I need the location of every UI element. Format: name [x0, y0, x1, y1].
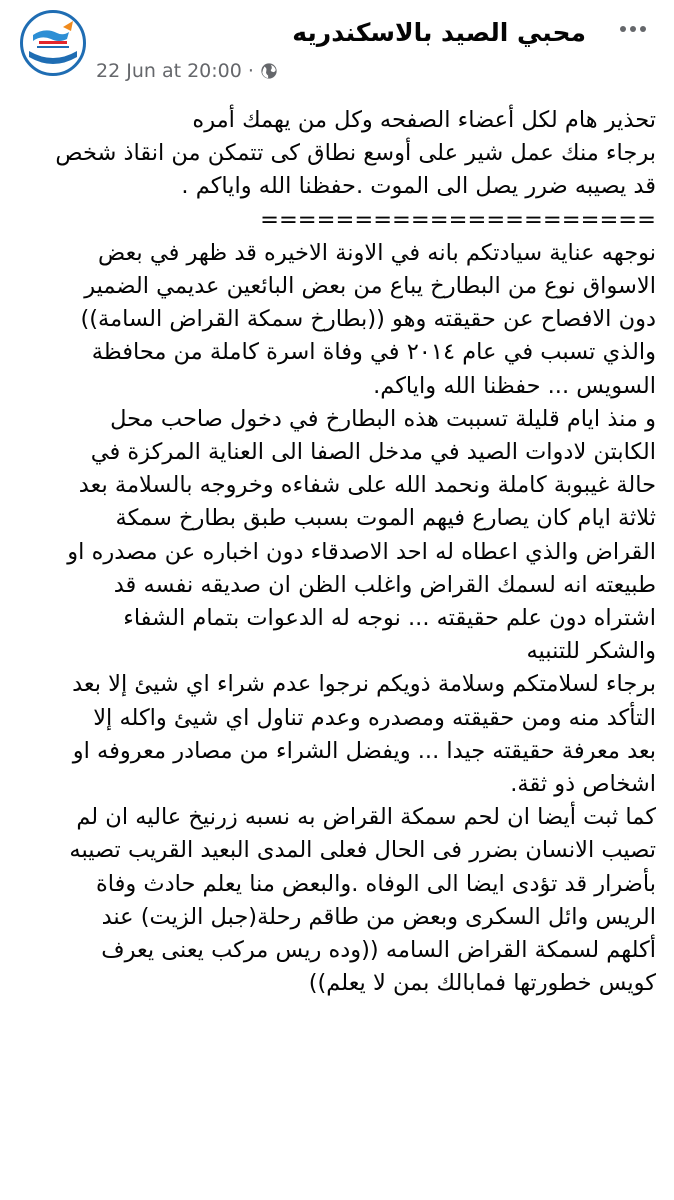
post-line: التأكد منه ومن حقيقته ومصدره وعدم تناول اي شيئ واكله إلا	[93, 704, 656, 731]
post-line: تحذير هام لكل أعضاء الصفحه وكل من يهمك أمره	[192, 107, 656, 133]
post-line: قد يصيبه ضرر يصل الى الموت .حفظنا الله واياكم .	[181, 173, 656, 200]
post-divider: =====================	[260, 206, 656, 233]
page-name-link[interactable]: محبي الصيد بالاسكندريه	[292, 18, 586, 47]
post-text	[22, 104, 656, 1000]
post-line: و منذ ايام قليلة تسببت هذه البطارخ في دخول صاحب محل	[110, 405, 656, 432]
post-line: السويس ... حفظنا الله واياكم.	[373, 372, 656, 399]
page-avatar[interactable]	[20, 10, 86, 76]
globe-icon[interactable]	[260, 62, 278, 80]
more-options-button[interactable]	[618, 14, 648, 44]
post-line: والشكر للتنبيه	[526, 638, 656, 665]
post-line: كما ثبت أيضا ان لحم سمكة القراض به نسبه زرنيخ عاليه ان لم	[76, 804, 656, 831]
post-line: دون الافصاح عن حقيقته وهو ((بطارخ سمكة القراض السامة))	[80, 306, 656, 333]
meta-separator: ·	[247, 60, 254, 82]
post-line: بأضرار قد تؤدى ايضا الى الوفاه .والبعض منا يعلم حادث وفاة	[95, 870, 656, 897]
post-header	[0, 0, 674, 100]
post-line: بعد معرفة حقيقته جيدا ... ويفضل الشراء من مصادر معروفه او	[72, 737, 656, 764]
post-line: تصيب الانسان بضرر فى الحال فعلى المدى البعيد القريب تصيبه	[69, 837, 656, 864]
post-line: برجاء منك عمل شير على أوسع نطاق كى تتمكن من انقاذ شخص	[55, 140, 656, 167]
post-line: ثلاثة ايام كان يصارع فيهم الموت بسبب طبق بطارخ سمكة	[115, 505, 656, 532]
post-line: اشخاص ذو ثقة.	[510, 771, 656, 798]
post-line: اشتراه دون علم حقيقته ... نوجه له الدعوات بتمام الشفاء	[123, 605, 656, 632]
post-meta	[96, 60, 278, 82]
post-timestamp[interactable]: 22 Jun at 20:00	[96, 60, 242, 82]
post-line: الاسواق نوع من البطارخ يباع من بعض البائعين عديمي الضمير	[84, 273, 656, 300]
post-line: برجاء لسلامتكم وسلامة ذويكم نرجوا عدم شراء اي شيئ إلا بعد	[72, 671, 656, 698]
post-line: والذي تسبب في عام ٢٠١٤ في وفاة اسرة كاملة من محافظة	[91, 339, 656, 366]
post-line: الريس وائل السكرى وبعض من طاقم رحلة(جبل الزيت) عند	[101, 903, 656, 930]
post-line: حالة غيبوبة كاملة ونحمد الله على شفاءه وخروجه بالسلامة بعد	[78, 472, 656, 499]
post-line: كويس خطورتها فمابالك بمن لا يعلم))	[308, 970, 656, 997]
post-line: القراض والذي اعطاه له احد الاصدقاء دون اخباره عن مصدره او	[67, 538, 656, 565]
post-line: نوجهه عناية سيادتكم بانه في الاونة الاخيره قد ظهر في بعض	[98, 239, 656, 266]
page-logo-icon	[23, 13, 83, 73]
more-horizontal-icon	[619, 25, 647, 33]
post-line: أكلهم لسمكة القراض السامه ((وده ريس مركب يعنى يعرف	[101, 937, 656, 964]
post-line: الكابتن لادوات الصيد في مدخل الصفا الى العناية المركزة في	[90, 439, 656, 466]
post-line: طبيعته انه لسمك القراض واغلب الظن ان صديقه نفسه قد	[113, 571, 656, 598]
